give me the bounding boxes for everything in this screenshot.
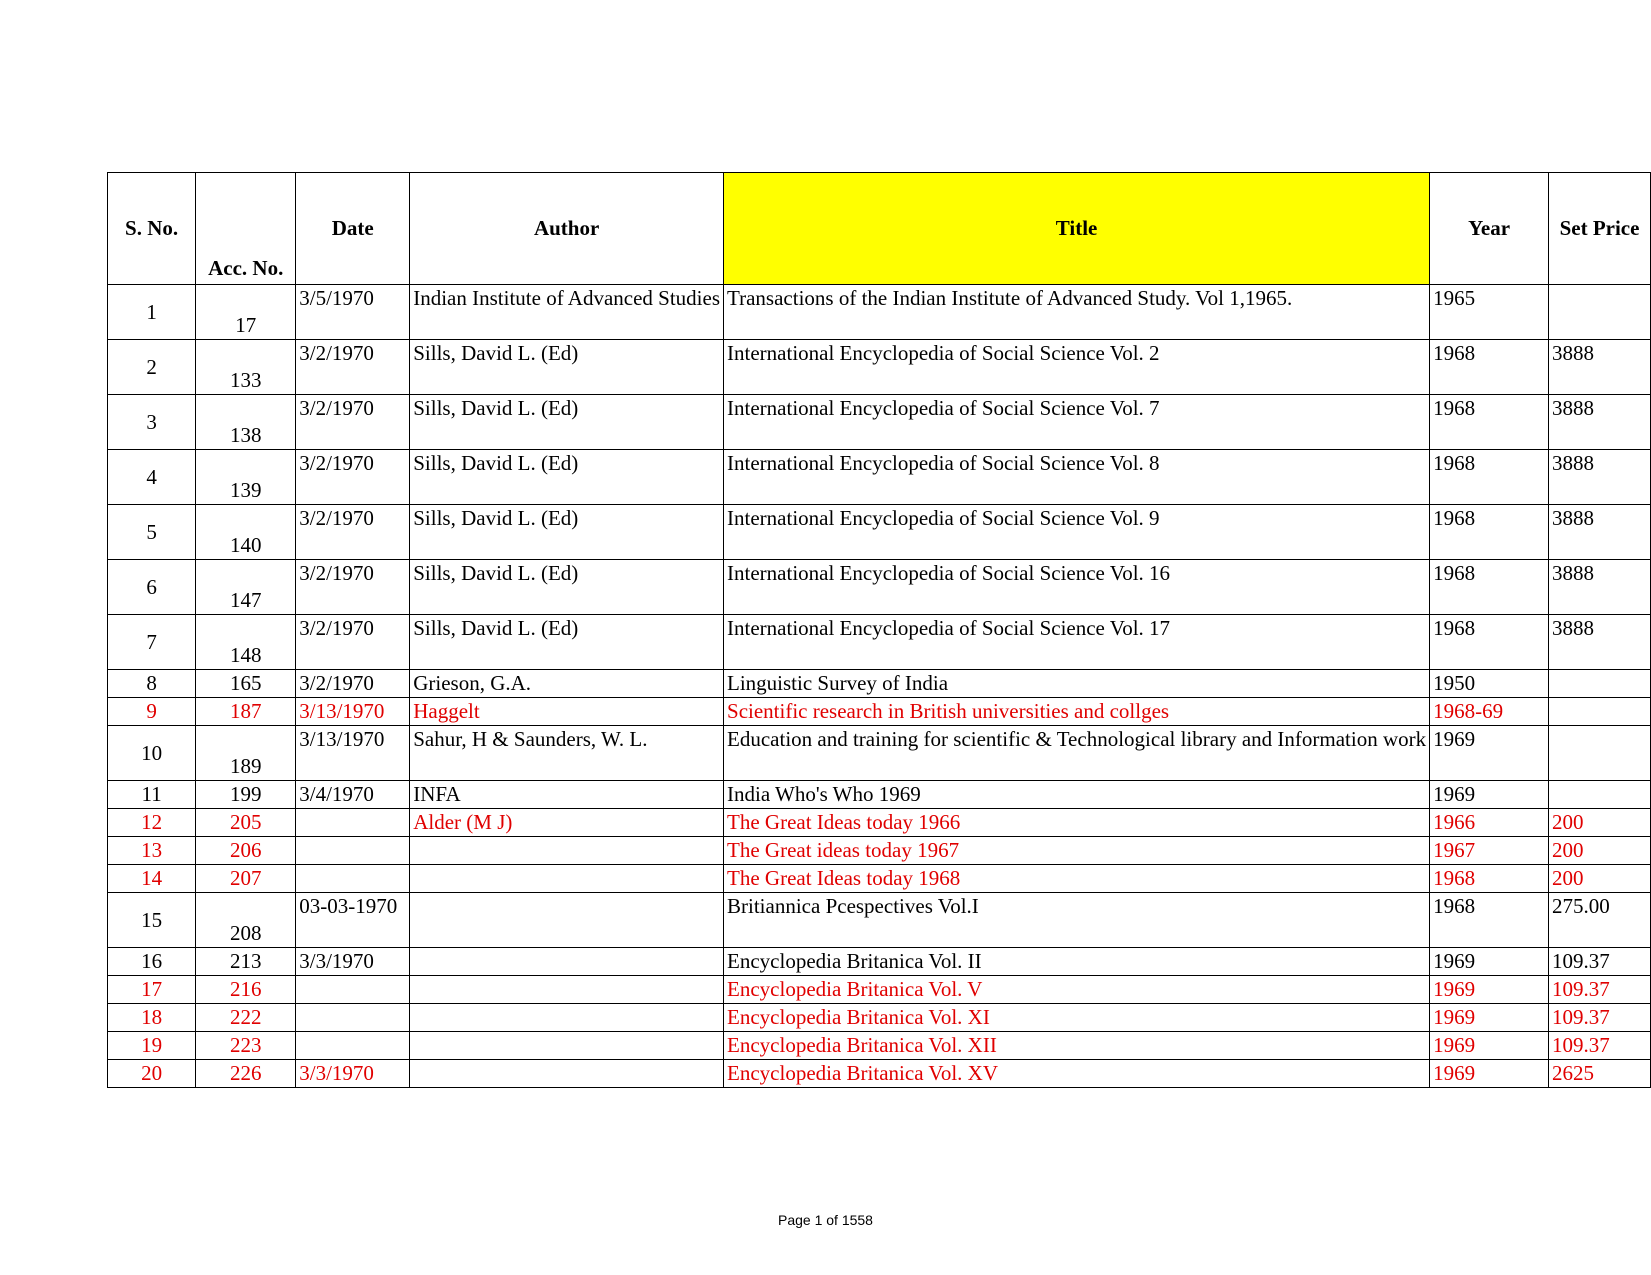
table-row xyxy=(108,698,1651,726)
cell-date: 3/2/1970 xyxy=(296,615,410,670)
cell-sno: 3 xyxy=(108,395,196,450)
cell-title: International Encyclopedia of Social Science Vol. 17 xyxy=(724,615,1430,670)
cell-date xyxy=(296,809,410,837)
cell-year: 1966 xyxy=(1430,809,1549,837)
cell-title: Encyclopedia Britanica Vol. XI xyxy=(724,1004,1430,1032)
cell-set-price: 3888 xyxy=(1549,395,1651,450)
cell-set-price xyxy=(1549,285,1651,340)
cell-sno: 1 xyxy=(108,285,196,340)
cell-year: 1968 xyxy=(1430,560,1549,615)
table-row xyxy=(108,837,1651,865)
cell-year: 1965 xyxy=(1430,285,1549,340)
table-row xyxy=(108,809,1651,837)
cell-date: 3/2/1970 xyxy=(296,505,410,560)
cell-date: 3/3/1970 xyxy=(296,1060,410,1088)
cell-date: 3/2/1970 xyxy=(296,395,410,450)
header-set-price: Set Price xyxy=(1549,173,1651,285)
cell-year: 1968 xyxy=(1430,395,1549,450)
cell-sno: 8 xyxy=(108,670,196,698)
cell-date xyxy=(296,1032,410,1060)
cell-sno: 7 xyxy=(108,615,196,670)
cell-set-price: 3888 xyxy=(1549,615,1651,670)
cell-acc-no: 189 xyxy=(196,726,296,781)
table-row xyxy=(108,976,1651,1004)
header-date: Date xyxy=(296,173,410,285)
cell-title: Linguistic Survey of India xyxy=(724,670,1430,698)
cell-author xyxy=(410,1004,724,1032)
cell-date xyxy=(296,837,410,865)
table-row xyxy=(108,560,1651,615)
cell-year: 1969 xyxy=(1430,726,1549,781)
cell-year: 1969 xyxy=(1430,1004,1549,1032)
cell-acc-no: 208 xyxy=(196,893,296,948)
cell-set-price: 200 xyxy=(1549,865,1651,893)
cell-year: 1969 xyxy=(1430,1032,1549,1060)
cell-sno: 16 xyxy=(108,948,196,976)
cell-sno: 10 xyxy=(108,726,196,781)
page-number: Page 1 of 1558 xyxy=(778,1212,873,1228)
cell-date: 3/2/1970 xyxy=(296,670,410,698)
table-row xyxy=(108,893,1651,948)
cell-date: 3/2/1970 xyxy=(296,340,410,395)
cell-title: International Encyclopedia of Social Science Vol. 16 xyxy=(724,560,1430,615)
cell-author xyxy=(410,837,724,865)
cell-title: Britiannica Pcespectives Vol.I xyxy=(724,893,1430,948)
header-year: Year xyxy=(1430,173,1549,285)
cell-acc-no: 205 xyxy=(196,809,296,837)
cell-title: Transactions of the Indian Institute of Advanced Study. Vol 1,1965. xyxy=(724,285,1430,340)
table-row xyxy=(108,395,1651,450)
cell-date: 3/4/1970 xyxy=(296,781,410,809)
cell-title: India Who's Who 1969 xyxy=(724,781,1430,809)
cell-author: Sills, David L. (Ed) xyxy=(410,615,724,670)
header-sno: S. No. xyxy=(108,173,196,285)
cell-year: 1968-69 xyxy=(1430,698,1549,726)
table-row xyxy=(108,450,1651,505)
cell-title: The Great Ideas today 1968 xyxy=(724,865,1430,893)
cell-sno: 6 xyxy=(108,560,196,615)
cell-set-price: 275.00 xyxy=(1549,893,1651,948)
cell-date xyxy=(296,865,410,893)
table-row xyxy=(108,726,1651,781)
cell-sno: 5 xyxy=(108,505,196,560)
header-acc-no: Acc. No. xyxy=(196,173,296,285)
cell-title: Encyclopedia Britanica Vol. XV xyxy=(724,1060,1430,1088)
cell-author xyxy=(410,1032,724,1060)
cell-acc-no: 199 xyxy=(196,781,296,809)
cell-year: 1968 xyxy=(1430,615,1549,670)
cell-author: Sahur, H & Saunders, W. L. xyxy=(410,726,724,781)
cell-author xyxy=(410,865,724,893)
cell-year: 1968 xyxy=(1430,893,1549,948)
cell-sno: 19 xyxy=(108,1032,196,1060)
cell-author: Indian Institute of Advanced Studies xyxy=(410,285,724,340)
cell-title: International Encyclopedia of Social Science Vol. 7 xyxy=(724,395,1430,450)
table-row xyxy=(108,948,1651,976)
cell-acc-no: 148 xyxy=(196,615,296,670)
cell-acc-no: 133 xyxy=(196,340,296,395)
cell-set-price: 200 xyxy=(1549,809,1651,837)
table-row xyxy=(108,781,1651,809)
cell-date: 03-03-1970 xyxy=(296,893,410,948)
cell-year: 1967 xyxy=(1430,837,1549,865)
cell-author xyxy=(410,1060,724,1088)
cell-set-price: 3888 xyxy=(1549,505,1651,560)
cell-author: Sills, David L. (Ed) xyxy=(410,560,724,615)
cell-title: Scientific research in British universities and collges xyxy=(724,698,1430,726)
cell-year: 1969 xyxy=(1430,781,1549,809)
cell-sno: 18 xyxy=(108,1004,196,1032)
cell-title: Encyclopedia Britanica Vol. II xyxy=(724,948,1430,976)
header-author: Author xyxy=(410,173,724,285)
cell-author: Haggelt xyxy=(410,698,724,726)
cell-title: International Encyclopedia of Social Science Vol. 9 xyxy=(724,505,1430,560)
cell-title: International Encyclopedia of Social Science Vol. 8 xyxy=(724,450,1430,505)
cell-year: 1968 xyxy=(1430,450,1549,505)
cell-author: Grieson, G.A. xyxy=(410,670,724,698)
cell-set-price: 109.37 xyxy=(1549,1032,1651,1060)
cell-date: 3/2/1970 xyxy=(296,560,410,615)
cell-acc-no: 140 xyxy=(196,505,296,560)
cell-date: 3/5/1970 xyxy=(296,285,410,340)
cell-set-price xyxy=(1549,781,1651,809)
cell-author: Sills, David L. (Ed) xyxy=(410,450,724,505)
cell-set-price xyxy=(1549,670,1651,698)
table-row xyxy=(108,865,1651,893)
cell-acc-no: 222 xyxy=(196,1004,296,1032)
cell-sno: 14 xyxy=(108,865,196,893)
cell-set-price: 3888 xyxy=(1549,340,1651,395)
cell-date: 3/13/1970 xyxy=(296,726,410,781)
cell-acc-no: 147 xyxy=(196,560,296,615)
catalog-table xyxy=(107,172,1651,1088)
cell-sno: 2 xyxy=(108,340,196,395)
cell-sno: 11 xyxy=(108,781,196,809)
cell-year: 1969 xyxy=(1430,976,1549,1004)
cell-year: 1968 xyxy=(1430,340,1549,395)
cell-sno: 9 xyxy=(108,698,196,726)
table-row xyxy=(108,670,1651,698)
cell-set-price: 2625 xyxy=(1549,1060,1651,1088)
cell-acc-no: 223 xyxy=(196,1032,296,1060)
cell-acc-no: 226 xyxy=(196,1060,296,1088)
cell-title: Encyclopedia Britanica Vol. V xyxy=(724,976,1430,1004)
cell-set-price: 200 xyxy=(1549,837,1651,865)
table-row xyxy=(108,1004,1651,1032)
cell-sno: 20 xyxy=(108,1060,196,1088)
catalog-body xyxy=(108,285,1651,1088)
cell-year: 1969 xyxy=(1430,1060,1549,1088)
cell-year: 1969 xyxy=(1430,948,1549,976)
cell-year: 1968 xyxy=(1430,865,1549,893)
table-row xyxy=(108,340,1651,395)
cell-acc-no: 206 xyxy=(196,837,296,865)
cell-set-price: 109.37 xyxy=(1549,948,1651,976)
cell-date: 3/13/1970 xyxy=(296,698,410,726)
cell-sno: 4 xyxy=(108,450,196,505)
cell-date xyxy=(296,1004,410,1032)
cell-title: The Great Ideas today 1966 xyxy=(724,809,1430,837)
cell-acc-no: 138 xyxy=(196,395,296,450)
cell-author xyxy=(410,976,724,1004)
cell-title: The Great ideas today 1967 xyxy=(724,837,1430,865)
cell-acc-no: 139 xyxy=(196,450,296,505)
cell-author xyxy=(410,948,724,976)
table-row xyxy=(108,1032,1651,1060)
table-row xyxy=(108,505,1651,560)
cell-date: 3/2/1970 xyxy=(296,450,410,505)
cell-acc-no: 165 xyxy=(196,670,296,698)
cell-title: International Encyclopedia of Social Science Vol. 2 xyxy=(724,340,1430,395)
cell-date xyxy=(296,976,410,1004)
cell-acc-no: 187 xyxy=(196,698,296,726)
cell-author: Sills, David L. (Ed) xyxy=(410,395,724,450)
cell-acc-no: 216 xyxy=(196,976,296,1004)
cell-title: Encyclopedia Britanica Vol. XII xyxy=(724,1032,1430,1060)
cell-set-price: 109.37 xyxy=(1549,976,1651,1004)
cell-year: 1968 xyxy=(1430,505,1549,560)
header-title: Title xyxy=(724,173,1430,285)
cell-sno: 17 xyxy=(108,976,196,1004)
header-row xyxy=(108,173,1651,285)
cell-set-price: 3888 xyxy=(1549,560,1651,615)
cell-year: 1950 xyxy=(1430,670,1549,698)
cell-sno: 15 xyxy=(108,893,196,948)
cell-sno: 12 xyxy=(108,809,196,837)
cell-set-price: 3888 xyxy=(1549,450,1651,505)
cell-author: Sills, David L. (Ed) xyxy=(410,505,724,560)
cell-set-price: 109.37 xyxy=(1549,1004,1651,1032)
cell-author: INFA xyxy=(410,781,724,809)
cell-author: Alder (M J) xyxy=(410,809,724,837)
cell-author xyxy=(410,893,724,948)
table-row xyxy=(108,1060,1651,1088)
cell-acc-no: 17 xyxy=(196,285,296,340)
cell-title: Education and training for scientific & Technological library and Information work xyxy=(724,726,1430,781)
cell-acc-no: 213 xyxy=(196,948,296,976)
cell-sno: 13 xyxy=(108,837,196,865)
table-row xyxy=(108,285,1651,340)
table-row xyxy=(108,615,1651,670)
cell-set-price xyxy=(1549,726,1651,781)
cell-date: 3/3/1970 xyxy=(296,948,410,976)
cell-set-price xyxy=(1549,698,1651,726)
cell-acc-no: 207 xyxy=(196,865,296,893)
cell-author: Sills, David L. (Ed) xyxy=(410,340,724,395)
